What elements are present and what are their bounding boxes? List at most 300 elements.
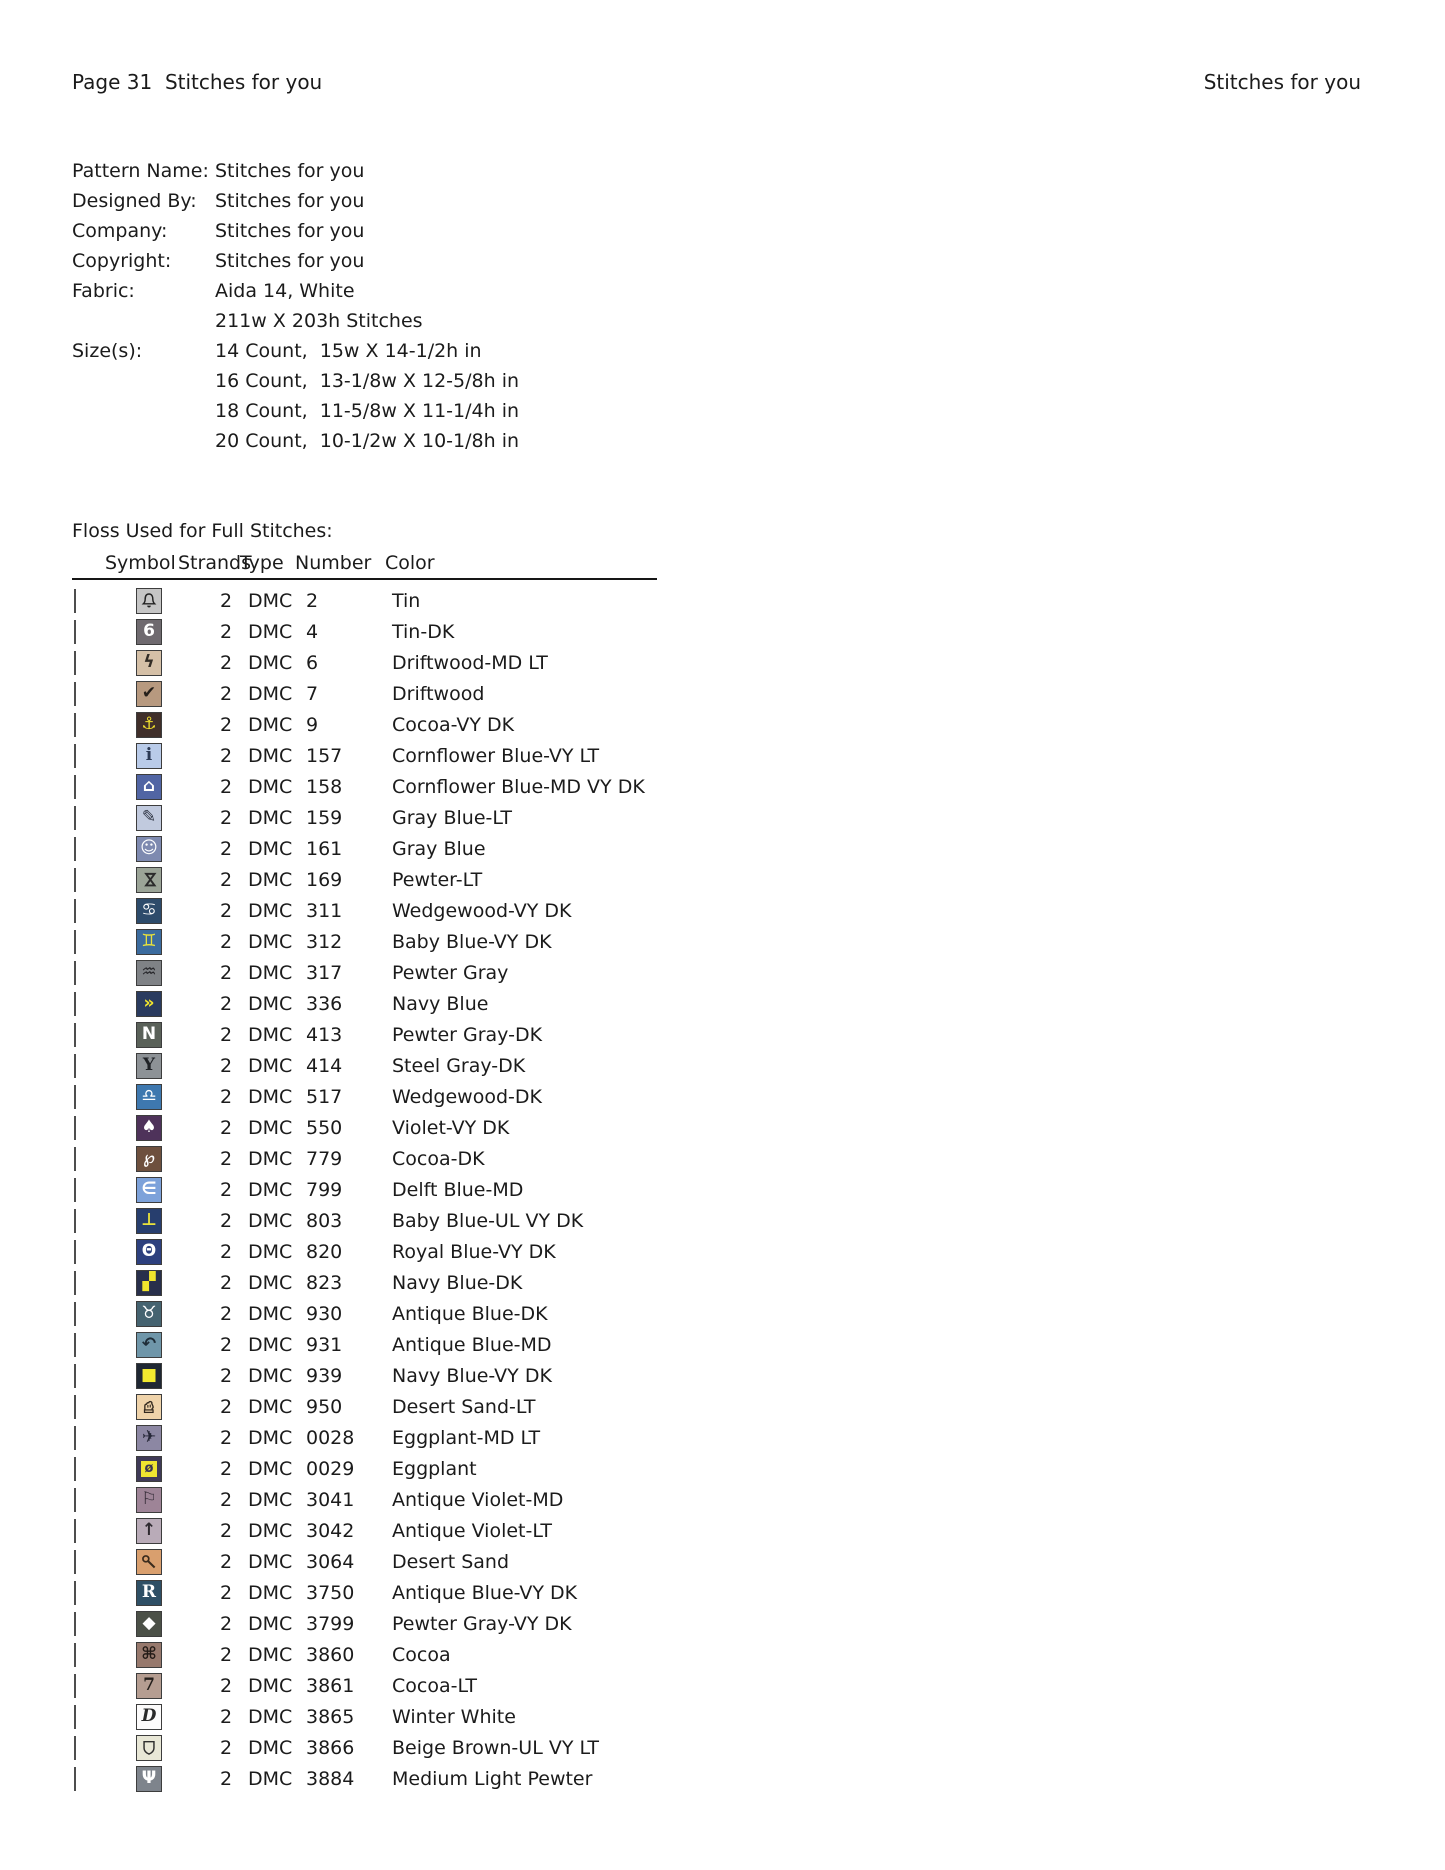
table-header-rule <box>72 578 657 580</box>
info-line <box>72 216 519 246</box>
taurus-zodiac-icon: ♉ <box>136 1301 162 1327</box>
color-name-cell: Pewter Gray-DK <box>392 1023 543 1046</box>
pattern-info-block <box>72 156 519 456</box>
floss-table-row <box>72 1081 1405 1112</box>
pin-icon <box>136 1549 162 1575</box>
floss-table-row <box>72 957 1405 988</box>
color-name-cell: Baby Blue-VY DK <box>392 930 552 953</box>
color-name-cell: Winter White <box>392 1705 516 1728</box>
color-name-cell: Pewter-LT <box>392 868 483 891</box>
number-cell: 6 <box>306 651 319 674</box>
floss-table-row <box>72 895 1405 926</box>
number-cell: 820 <box>306 1240 343 1263</box>
letter-y-icon: Y <box>136 1053 162 1079</box>
column-header-strands: Strands <box>178 552 251 574</box>
strands-cell: 2 <box>219 1178 233 1201</box>
color-name-cell: Delft Blue-MD <box>392 1178 524 1201</box>
floss-table-row <box>72 1670 1405 1701</box>
color-swatch <box>74 1457 76 1481</box>
floss-table-row <box>72 864 1405 895</box>
floss-table-row <box>72 1577 1405 1608</box>
number-cell: 3799 <box>306 1612 355 1635</box>
floss-table-row <box>72 740 1405 771</box>
color-name-cell: Driftwood-MD LT <box>392 651 548 674</box>
type-cell: DMC <box>248 1736 293 1759</box>
type-cell: DMC <box>248 1488 293 1511</box>
info-line <box>72 186 519 216</box>
number-cell: 803 <box>306 1209 343 1232</box>
solid-square-icon: ■ <box>136 1363 162 1389</box>
cancer-zodiac-icon: ♋ <box>136 898 162 924</box>
info-field-value: 211w X 203h Stitches <box>215 310 423 332</box>
color-name-cell: Wedgewood-DK <box>392 1085 542 1108</box>
type-cell: DMC <box>248 1302 293 1325</box>
type-cell: DMC <box>248 1705 293 1728</box>
color-swatch <box>74 1054 76 1078</box>
number-cell: 930 <box>306 1302 343 1325</box>
psi-icon: Ψ <box>136 1766 162 1792</box>
type-cell: DMC <box>248 775 293 798</box>
floss-table-row <box>72 1608 1405 1639</box>
number-cell: 823 <box>306 1271 343 1294</box>
curved-arrow-icon: ↶ <box>136 1332 162 1358</box>
color-name-cell: Violet-VY DK <box>392 1116 510 1139</box>
number-cell: 336 <box>306 992 343 1015</box>
color-name-cell: Navy Blue-VY DK <box>392 1364 552 1387</box>
strands-cell: 2 <box>219 775 233 798</box>
smiley-icon: ☺ <box>136 836 162 862</box>
info-field-label <box>72 396 215 426</box>
type-cell: DMC <box>248 961 293 984</box>
info-field-label <box>72 426 215 456</box>
number-cell: 950 <box>306 1395 343 1418</box>
gemini-zodiac-icon: ♊ <box>136 929 162 955</box>
floss-table-row <box>72 833 1405 864</box>
strands-cell: 2 <box>219 1550 233 1573</box>
pencil-icon: ✎ <box>136 805 162 831</box>
info-field-value: Stitches for you <box>215 220 365 242</box>
number-cell: 3860 <box>306 1643 355 1666</box>
type-cell: DMC <box>248 1271 293 1294</box>
floss-rows <box>72 585 1405 1794</box>
type-cell: DMC <box>248 1674 293 1697</box>
strands-cell: 2 <box>219 1240 233 1263</box>
page-title: Page 31 Stitches for you <box>72 70 323 94</box>
color-swatch <box>74 1209 76 1233</box>
color-name-cell: Desert Sand-LT <box>392 1395 536 1418</box>
floss-table-row <box>72 1236 1405 1267</box>
floss-table-row <box>72 771 1405 802</box>
floss-table-title: Floss Used for Full Stitches: <box>72 520 333 542</box>
color-swatch <box>74 1147 76 1171</box>
info-field-value: 14 Count, 15w X 14-1/2h in <box>215 340 482 362</box>
color-swatch <box>74 1333 76 1357</box>
strands-cell: 2 <box>219 1085 233 1108</box>
color-name-cell: Eggplant <box>392 1457 477 1480</box>
number-cell: 550 <box>306 1116 343 1139</box>
color-swatch <box>74 930 76 954</box>
diamond-icon: ◆ <box>136 1611 162 1637</box>
strands-cell: 2 <box>219 992 233 1015</box>
strands-cell: 2 <box>219 1426 233 1449</box>
info-field-value: Stitches for you <box>215 190 365 212</box>
color-name-cell: Pewter Gray <box>392 961 509 984</box>
info-field-value: Stitches for you <box>215 160 365 182</box>
airplane-icon: ✈ <box>136 1425 162 1451</box>
color-name-cell: Cocoa <box>392 1643 451 1666</box>
type-cell: DMC <box>248 589 293 612</box>
strands-cell: 2 <box>219 744 233 767</box>
strands-cell: 2 <box>219 1519 233 1542</box>
number-cell: 939 <box>306 1364 343 1387</box>
document-header <box>72 70 1361 94</box>
info-line <box>72 156 519 186</box>
color-swatch <box>74 837 76 861</box>
strands-cell: 2 <box>219 930 233 953</box>
strands-cell: 2 <box>219 1395 233 1418</box>
color-name-cell: Navy Blue <box>392 992 489 1015</box>
strands-cell: 2 <box>219 806 233 829</box>
type-cell: DMC <box>248 744 293 767</box>
floss-table-row <box>72 1422 1405 1453</box>
floss-table-row <box>72 1174 1405 1205</box>
info-field-label: Company: <box>72 220 168 242</box>
floss-table-row <box>72 585 1405 616</box>
color-name-cell: Royal Blue-VY DK <box>392 1240 556 1263</box>
color-swatch <box>74 868 76 892</box>
color-name-cell: Cocoa-DK <box>392 1147 485 1170</box>
number-cell: 3750 <box>306 1581 355 1604</box>
lightning-icon: ϟ <box>136 650 162 676</box>
strands-cell: 2 <box>219 1147 233 1170</box>
color-swatch <box>74 1426 76 1450</box>
floss-table-row <box>72 647 1405 678</box>
floss-table-row <box>72 1019 1405 1050</box>
up-tack-icon: ⊥ <box>136 1208 162 1234</box>
info-field-label: Copyright: <box>72 250 172 272</box>
strands-cell: 2 <box>219 1116 233 1139</box>
strands-cell: 2 <box>219 713 233 736</box>
number-cell: 799 <box>306 1178 343 1201</box>
info-field-value: 16 Count, 13-1/8w X 12-5/8h in <box>215 370 520 392</box>
column-header-type: Type <box>240 552 284 574</box>
script-d-icon: D <box>136 1704 162 1730</box>
type-cell: DMC <box>248 1333 293 1356</box>
strands-cell: 2 <box>219 620 233 643</box>
color-name-cell: Desert Sand <box>392 1550 510 1573</box>
number-cell: 161 <box>306 837 343 860</box>
info-field-label: Pattern Name: <box>72 160 209 182</box>
floss-table-row <box>72 1298 1405 1329</box>
floss-table-column-headers <box>72 550 435 576</box>
color-name-cell: Navy Blue-DK <box>392 1271 523 1294</box>
column-header-color: Color <box>385 552 435 574</box>
type-cell: DMC <box>248 1612 293 1635</box>
letter-i-icon: i <box>136 743 162 769</box>
color-swatch <box>74 1116 76 1140</box>
theta-circle-icon: Θ <box>136 1239 162 1265</box>
color-name-cell: Driftwood <box>392 682 485 705</box>
floss-table-row <box>72 1205 1405 1236</box>
strands-cell: 2 <box>219 1209 233 1232</box>
info-field-label: Fabric: <box>72 280 135 302</box>
color-swatch <box>74 1767 76 1791</box>
color-swatch <box>74 1550 76 1574</box>
type-cell: DMC <box>248 1581 293 1604</box>
color-swatch <box>74 744 76 768</box>
strands-cell: 2 <box>219 1643 233 1666</box>
strands-cell: 2 <box>219 1674 233 1697</box>
number-cell: 0028 <box>306 1426 355 1449</box>
strands-cell: 2 <box>219 899 233 922</box>
floss-table-row <box>72 1763 1405 1794</box>
color-name-cell: Gray Blue-LT <box>392 806 512 829</box>
info-line <box>72 426 519 456</box>
color-swatch <box>74 961 76 985</box>
color-swatch <box>74 620 76 644</box>
strands-cell: 2 <box>219 1767 233 1790</box>
digit-6-icon: 6 <box>136 619 162 645</box>
type-cell: DMC <box>248 1767 293 1790</box>
type-cell: DMC <box>248 1395 293 1418</box>
number-cell: 157 <box>306 744 343 767</box>
color-name-cell: Tin-DK <box>392 620 455 643</box>
color-swatch <box>74 1519 76 1543</box>
floss-table-row <box>72 709 1405 740</box>
color-name-cell: Cornflower Blue-VY LT <box>392 744 600 767</box>
color-swatch <box>74 651 76 675</box>
strands-cell: 2 <box>219 651 233 674</box>
color-name-cell: Cornflower Blue-MD VY DK <box>392 775 645 798</box>
key-icon: ℘ <box>136 1146 162 1172</box>
color-swatch <box>74 992 76 1016</box>
number-cell: 3884 <box>306 1767 355 1790</box>
color-swatch <box>74 1271 76 1295</box>
type-cell: DMC <box>248 682 293 705</box>
bowtie-icon: ⋈ <box>136 867 162 893</box>
floss-table-row <box>72 1515 1405 1546</box>
column-header-symbol: Symbol <box>105 552 176 574</box>
floss-table-row <box>72 1732 1405 1763</box>
number-cell: 169 <box>306 868 343 891</box>
info-field-label: Size(s): <box>72 340 143 362</box>
fist-icon <box>136 1394 162 1420</box>
digit-7-icon: 7 <box>136 1673 162 1699</box>
type-cell: DMC <box>248 806 293 829</box>
floss-table-row <box>72 1143 1405 1174</box>
letter-r-icon: R <box>136 1580 162 1606</box>
strands-cell: 2 <box>219 837 233 860</box>
strands-cell: 2 <box>219 1302 233 1325</box>
color-swatch <box>74 1085 76 1109</box>
color-name-cell: Steel Gray-DK <box>392 1054 526 1077</box>
type-cell: DMC <box>248 1209 293 1232</box>
strands-cell: 2 <box>219 1736 233 1759</box>
type-cell: DMC <box>248 992 293 1015</box>
command-icon: ⌘ <box>136 1642 162 1668</box>
color-name-cell: Pewter Gray-VY DK <box>392 1612 572 1635</box>
bell-icon <box>136 588 162 614</box>
info-line <box>72 336 519 366</box>
strands-cell: 2 <box>219 1023 233 1046</box>
type-cell: DMC <box>248 1643 293 1666</box>
color-swatch <box>74 589 76 613</box>
type-cell: DMC <box>248 837 293 860</box>
floss-table-row <box>72 988 1405 1019</box>
strands-cell: 2 <box>219 1054 233 1077</box>
color-swatch <box>74 1581 76 1605</box>
header-pattern-name: Stitches for you <box>1203 70 1361 94</box>
anchor-icon: ⚓ <box>136 712 162 738</box>
number-cell: 414 <box>306 1054 343 1077</box>
info-field-label <box>72 306 215 336</box>
strands-cell: 2 <box>219 682 233 705</box>
spade-icon: ♠ <box>136 1115 162 1141</box>
color-swatch <box>74 1395 76 1419</box>
type-cell: DMC <box>248 1240 293 1263</box>
floss-table-row <box>72 1360 1405 1391</box>
strands-cell: 2 <box>219 868 233 891</box>
number-cell: 7 <box>306 682 319 705</box>
floss-table-row <box>72 1484 1405 1515</box>
color-name-cell: Eggplant-MD LT <box>392 1426 541 1449</box>
number-cell: 2 <box>306 589 319 612</box>
color-name-cell: Antique Blue-DK <box>392 1302 548 1325</box>
color-swatch <box>74 682 76 706</box>
checkmark-icon: ✔ <box>136 681 162 707</box>
strands-cell: 2 <box>219 1612 233 1635</box>
number-cell: 779 <box>306 1147 343 1170</box>
color-swatch <box>74 1705 76 1729</box>
info-line <box>72 276 519 306</box>
number-cell: 3041 <box>306 1488 355 1511</box>
steps-icon: ▞ <box>136 1270 162 1296</box>
type-cell: DMC <box>248 1147 293 1170</box>
strands-cell: 2 <box>219 1364 233 1387</box>
floss-table-row <box>72 1453 1405 1484</box>
number-cell: 413 <box>306 1023 343 1046</box>
number-cell: 4 <box>306 620 319 643</box>
double-arrow-icon: » <box>136 991 162 1017</box>
number-cell: 317 <box>306 961 343 984</box>
number-cell: 311 <box>306 899 343 922</box>
type-cell: DMC <box>248 930 293 953</box>
number-cell: 312 <box>306 930 343 953</box>
number-cell: 3042 <box>306 1519 355 1542</box>
type-cell: DMC <box>248 1116 293 1139</box>
floss-table-row <box>72 1391 1405 1422</box>
info-line <box>72 366 519 396</box>
strands-cell: 2 <box>219 589 233 612</box>
color-name-cell: Medium Light Pewter <box>392 1767 593 1790</box>
number-cell: 0029 <box>306 1457 355 1480</box>
type-cell: DMC <box>248 1023 293 1046</box>
type-cell: DMC <box>248 1550 293 1573</box>
type-cell: DMC <box>248 899 293 922</box>
type-cell: DMC <box>248 1519 293 1542</box>
type-cell: DMC <box>248 713 293 736</box>
color-swatch <box>74 1674 76 1698</box>
color-swatch <box>74 775 76 799</box>
color-name-cell: Antique Blue-MD <box>392 1333 552 1356</box>
strands-cell: 2 <box>219 961 233 984</box>
strands-cell: 2 <box>219 1581 233 1604</box>
color-swatch <box>74 1178 76 1202</box>
number-cell: 9 <box>306 713 319 736</box>
info-field-value: 20 Count, 10-1/2w X 10-1/8h in <box>215 430 520 452</box>
color-name-cell: Gray Blue <box>392 837 486 860</box>
info-field-value: Stitches for you <box>215 250 365 272</box>
number-cell: 3866 <box>306 1736 355 1759</box>
house-icon: ⌂ <box>136 774 162 800</box>
color-swatch <box>74 806 76 830</box>
strands-cell: 2 <box>219 1271 233 1294</box>
color-swatch <box>74 1488 76 1512</box>
color-swatch <box>74 1023 76 1047</box>
color-name-cell: Cocoa-VY DK <box>392 713 515 736</box>
color-name-cell: Antique Violet-MD <box>392 1488 564 1511</box>
floss-table-row <box>72 1639 1405 1670</box>
color-name-cell: Baby Blue-UL VY DK <box>392 1209 584 1232</box>
color-swatch <box>74 1364 76 1388</box>
color-name-cell: Beige Brown-UL VY LT <box>392 1736 600 1759</box>
strands-cell: 2 <box>219 1457 233 1480</box>
info-field-label: Designed By: <box>72 190 197 212</box>
type-cell: DMC <box>248 1085 293 1108</box>
color-swatch <box>74 899 76 923</box>
info-line <box>72 306 519 336</box>
pen-note-icon: ø <box>136 1456 162 1482</box>
type-cell: DMC <box>248 1364 293 1387</box>
floss-table-row <box>72 802 1405 833</box>
strands-cell: 2 <box>219 1488 233 1511</box>
info-field-value: Aida 14, White <box>215 280 355 302</box>
floss-table-row <box>72 616 1405 647</box>
type-cell: DMC <box>248 1426 293 1449</box>
floss-table-row <box>72 1329 1405 1360</box>
element-of-icon: ∈ <box>136 1177 162 1203</box>
color-swatch <box>74 1612 76 1636</box>
floss-table-row <box>72 1112 1405 1143</box>
info-line <box>72 396 519 426</box>
color-swatch <box>74 1736 76 1760</box>
info-field-label <box>72 366 215 396</box>
letter-n-icon: N <box>136 1022 162 1048</box>
type-cell: DMC <box>248 1178 293 1201</box>
color-name-cell: Antique Violet-LT <box>392 1519 552 1542</box>
color-name-cell: Tin <box>392 589 421 612</box>
floss-table-row <box>72 678 1405 709</box>
floss-table-row <box>72 1267 1405 1298</box>
number-cell: 931 <box>306 1333 343 1356</box>
number-cell: 159 <box>306 806 343 829</box>
floss-table-row <box>72 926 1405 957</box>
type-cell: DMC <box>248 651 293 674</box>
strands-cell: 2 <box>219 1333 233 1356</box>
number-cell: 517 <box>306 1085 343 1108</box>
type-cell: DMC <box>248 620 293 643</box>
color-swatch <box>74 1302 76 1326</box>
aquarius-waves-icon: ♒ <box>136 960 162 986</box>
type-cell: DMC <box>248 1457 293 1480</box>
color-swatch <box>74 1643 76 1667</box>
shield-icon <box>136 1735 162 1761</box>
color-name-cell: Cocoa-LT <box>392 1674 478 1697</box>
column-header-number: Number <box>295 552 372 574</box>
floss-table-row <box>72 1701 1405 1732</box>
strands-cell: 2 <box>219 1705 233 1728</box>
number-cell: 3865 <box>306 1705 355 1728</box>
